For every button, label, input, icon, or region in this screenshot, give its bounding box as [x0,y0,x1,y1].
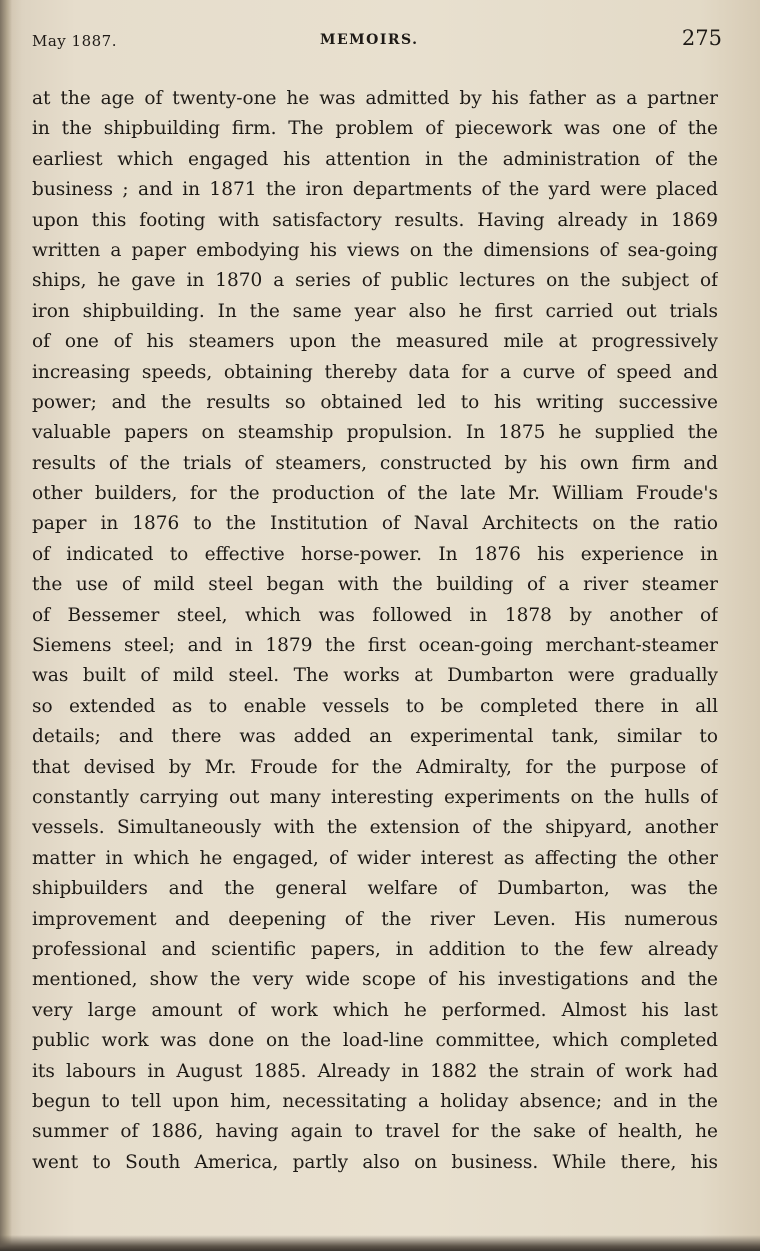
text-line: other builders, for the production of the late Mr. William Froude's [32,483,718,505]
text-line: paper in 1876 to the Institution of Naval Architects on the ratio [32,513,718,535]
text-line: valuable papers on steamship propulsion. In 1875 he supplied the [32,422,718,444]
header-section-title: MEMOIRS. [320,32,419,48]
text-line: improvement and deepening of the river Leven. His numerous [32,908,718,930]
text-line: Siemens steel; and in 1879 the first ocean-going merchant-steamer [32,635,718,657]
text-line: went to South America, partly also on business. While there, his [32,1151,718,1173]
text-line: so extended as to enable vessels to be completed there in all [32,695,718,717]
text-line: shipbuilders and the general welfare of Dumbarton, was the [32,878,718,900]
text-line: vessels. Simultaneously with the extension of the shipyard, another [32,817,718,839]
text-line: earliest which engaged his attention in the administration of the [32,148,718,170]
page-bottom-shadow [0,1235,760,1251]
text-line: very large amount of work which he performed. Almost his last [32,999,718,1021]
text-line: matter in which he engaged, of wider interest as affecting the other [32,847,718,869]
text-line: iron shipbuilding. In the same year also he first carried out trials [32,300,718,322]
text-line: written a paper embodying his views on the dimensions of sea-going [32,239,718,261]
text-line: its labours in August 1885. Already in 1882 the strain of work had [32,1060,718,1082]
body-paragraph [32,84,718,1178]
text-line: of indicated to effective horse-power. In 1876 his experience in [32,543,718,565]
text-line: was built of mild steel. The works at Dumbarton were gradually [32,665,718,687]
text-line: the use of mild steel began with the building of a river steamer [32,574,718,596]
page-gutter-shadow [0,0,12,1251]
page-number: 275 [681,26,722,50]
text-line: of one of his steamers upon the measured mile at progressively [32,331,718,353]
text-line: public work was done on the load-line committee, which completed [32,1030,718,1052]
text-line: upon this footing with satisfactory results. Having already in 1869 [32,209,718,231]
header-date: May 1887. [32,32,117,50]
text-line: that devised by Mr. Froude for the Admiralty, for the purpose of [32,756,718,778]
text-line: summer of 1886, having again to travel for the sake of health, he [32,1121,718,1143]
text-line: of Bessemer steel, which was followed in 1878 by another of [32,604,718,626]
text-line: business ; and in 1871 the iron departments of the yard were placed [32,179,718,201]
text-line: mentioned, show the very wide scope of his investigations and the [32,969,718,991]
text-line: ships, he gave in 1870 a series of public lectures on the subject of [32,270,718,292]
text-line: professional and scientific papers, in addition to the few already [32,938,718,960]
text-line: power; and the results so obtained led to his writing successive [32,391,718,413]
running-header [32,24,722,54]
text-line: increasing speeds, obtaining thereby data for a curve of speed and [32,361,718,383]
text-line: in the shipbuilding firm. The problem of piecework was one of the [32,118,718,140]
text-line: results of the trials of steamers, constructed by his own firm and [32,452,718,474]
text-line: constantly carrying out many interesting experiments on the hulls of [32,786,718,808]
text-line: at the age of twenty-one he was admitted by his father as a partner [32,88,718,109]
text-line: begun to tell upon him, necessitating a holiday absence; and in the [32,1090,718,1112]
text-line: details; and there was added an experimental tank, similar to [32,726,718,748]
